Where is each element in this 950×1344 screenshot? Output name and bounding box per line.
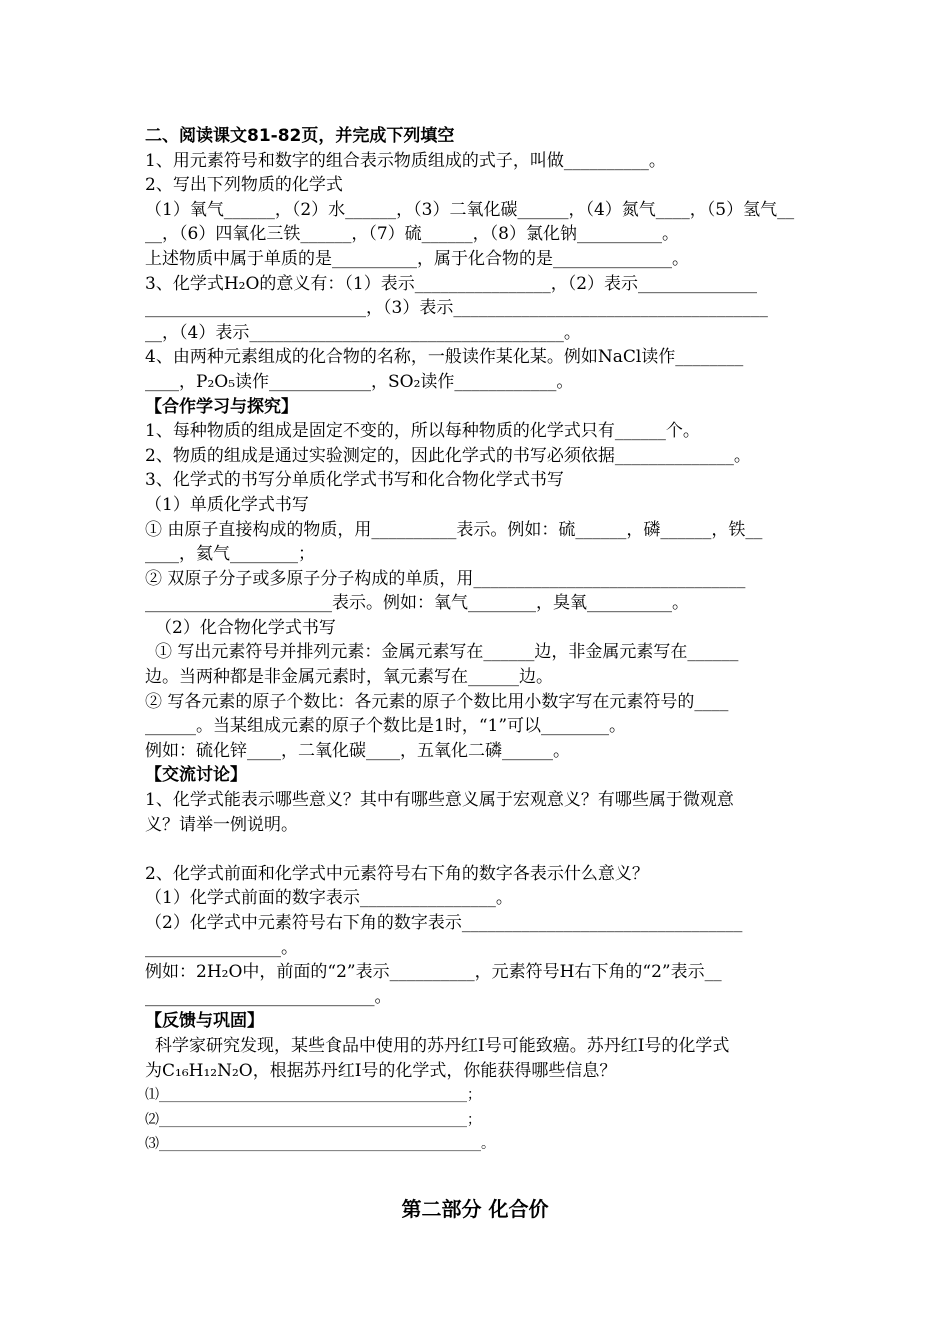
worksheet-line: 1、化学式能表示哪些意义？其中有哪些意义属于宏观意义？有哪些属于微观意 xyxy=(145,790,734,811)
section-heading: 【交流讨论】 xyxy=(145,765,247,786)
worksheet-line: （2）化合物化学式书写 xyxy=(155,617,336,638)
worksheet-line: ① 由原子直接构成的物质，用__________表示。例如：硫______，磷______，铁__ xyxy=(145,519,763,540)
worksheet-line: 2、写出下列物质的化学式 xyxy=(145,175,343,196)
worksheet-line: ____，P₂O₅读作____________，SO₂读作____________。 xyxy=(145,371,574,392)
part-two-heading: 第二部分 化合价 xyxy=(401,1197,549,1221)
worksheet-line: 科学家研究发现，某些食品中使用的苏丹红I号可能致癌。苏丹红I号的化学式 xyxy=(155,1035,730,1056)
worksheet-line: ______________________表示。例如：氧气________，臭氧__________。 xyxy=(145,593,689,614)
worksheet-line: 2、物质的组成是通过实验测定的，因此化学式的书写必须依据______________。 xyxy=(145,445,751,466)
worksheet-line: ________________。 xyxy=(145,937,298,958)
worksheet-line: 上述物质中属于单质的是__________，属于化合物的是______________。 xyxy=(145,248,689,269)
worksheet-line: （2）化学式中元素符号右下角的数字表示_________________________________ xyxy=(145,913,743,933)
worksheet-line: （1）单质化学式书写 xyxy=(145,494,309,515)
worksheet-line: 4、由两种元素组成的化合物的名称，一般读作某化某。例如NaCl读作________ xyxy=(145,347,744,368)
section-heading: 【合作学习与探究】 xyxy=(145,396,298,417)
worksheet-line: 3、化学式H₂O的意义有：（1）表示________________，（2）表示______________ xyxy=(145,273,758,294)
worksheet-line: ② 写各元素的原子个数比：各元素的原子个数比用小数字写在元素符号的____ xyxy=(145,691,729,712)
worksheet-line: 例如：硫化锌____，二氧化碳____，五氧化二磷______。 xyxy=(145,740,570,761)
worksheet-line: __________________________，（3）表示_____________________________________ xyxy=(145,298,768,319)
worksheet-line: ⑵____________________________________________； xyxy=(145,1111,481,1128)
section-heading: 【反馈与巩固】 xyxy=(145,1011,264,1032)
worksheet-body xyxy=(145,124,810,1157)
worksheet-line: 义？请举一例说明。 xyxy=(145,814,298,835)
worksheet-line: __，（4）表示_____________________________________。 xyxy=(145,322,581,343)
worksheet-line: 3、化学式的书写分单质化学式书写和化合物化学式书写 xyxy=(145,470,564,491)
worksheet-line: __，（6）四氧化三铁______，（7）硫______，（8）氯化钠__________。 xyxy=(145,224,679,245)
worksheet-line: ____，氦气________； xyxy=(145,544,315,565)
section-heading: 二、阅读课文81-82页，并完成下列填空 xyxy=(145,126,455,146)
worksheet-line: 边。当两种都是非金属元素时，氧元素写在______边。 xyxy=(145,667,553,688)
worksheet-line: 2、化学式前面和化学式中元素符号右下角的数字各表示什么意义？ xyxy=(145,863,649,884)
worksheet-line: 1、用元素符号和数字的组合表示物质组成的式子，叫做__________。 xyxy=(145,150,666,171)
worksheet-line: 1、每种物质的组成是固定不变的，所以每种物质的化学式只有______个。 xyxy=(145,421,700,442)
blank-line xyxy=(145,837,810,862)
worksheet-line: ______。当某组成元素的原子个数比是1时，“1”可以________。 xyxy=(145,716,627,737)
worksheet-line: （1）氧气______，（2）水______，（3）二氧化碳______，（4）氮气____，（5）氢气__ xyxy=(145,199,795,220)
worksheet-line: ___________________________。 xyxy=(145,986,392,1007)
worksheet-line: ⑶______________________________________________。 xyxy=(145,1136,495,1153)
worksheet-line: 为C₁₆H₁₂N₂O，根据苏丹红I号的化学式，你能获得哪些信息？ xyxy=(145,1060,617,1081)
worksheet-line: 例如：2H₂O中，前面的“2”表示__________，元素符号H右下角的“2”表示__ xyxy=(145,962,722,983)
worksheet-line: ② 双原子分子或多原子分子构成的单质，用________________________________ xyxy=(145,568,746,589)
worksheet-line: ① 写出元素符号并排列元素：金属元素写在______边，非金属元素写在______ xyxy=(155,642,739,663)
worksheet-line: ⑴____________________________________________； xyxy=(145,1087,481,1104)
worksheet-line: （1）化学式前面的数字表示________________。 xyxy=(145,888,513,909)
